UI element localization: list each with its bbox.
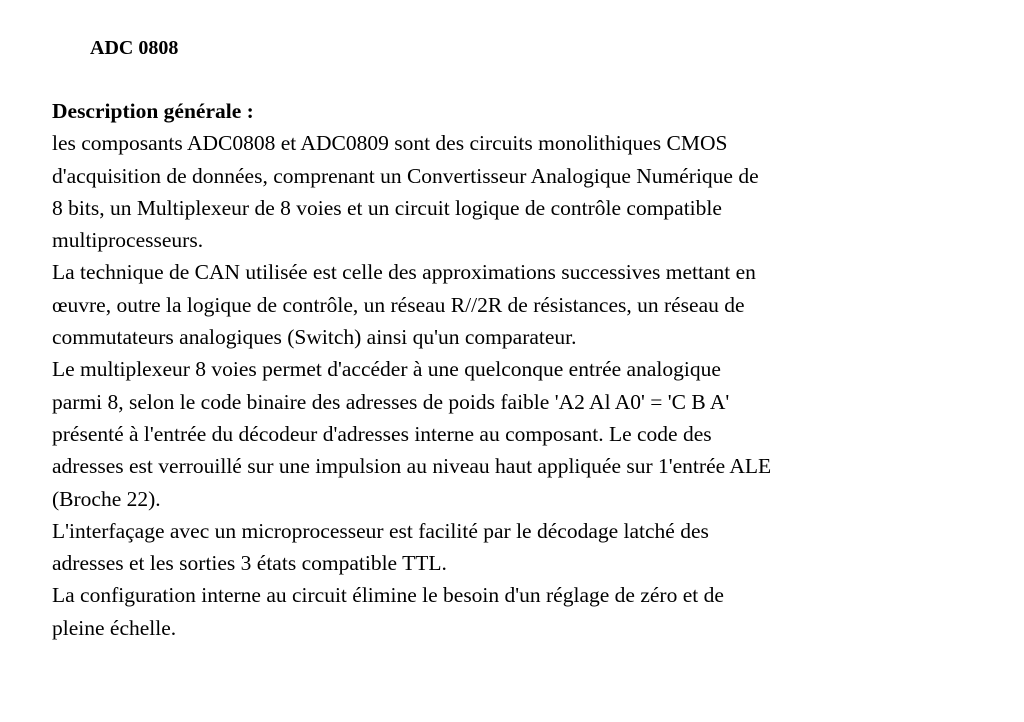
document-body (52, 95, 992, 644)
text-line-3: 8 bits, un Multiplexeur de 8 voies et un circuit logique de contrôle compatible (52, 195, 722, 220)
text-line-10: présenté à l'entrée du décodeur d'adresses interne au composant. Le code des (52, 421, 712, 446)
text-line-15: La configuration interne au circuit élimine le besoin d'un réglage de zéro et de (52, 583, 724, 608)
text-line-13: L'interfaçage avec un microprocesseur est facilité par le décodage latché des (52, 518, 709, 543)
text-line-5: La technique de CAN utilisée est celle des approximations successives mettant en (52, 260, 756, 285)
text-line-2: d'acquisition de données, comprenant un Convertisseur Analogique Numérique de (52, 163, 759, 188)
text-line-1: les composants ADC0808 et ADC0809 sont des circuits monolithiques CMOS (52, 131, 728, 156)
text-line-16: pleine échelle. (52, 615, 177, 640)
text-line-8: Le multiplexeur 8 voies permet d'accéder à une quelconque entrée analogique (52, 357, 721, 382)
text-line-12: (Broche 22). (52, 486, 161, 511)
text-line-6: œuvre, outre la logique de contrôle, un réseau R//2R de résistances, un réseau de (52, 292, 745, 317)
text-line-9: parmi 8, selon le code binaire des adresses de poids faible 'A2 Al A0' = 'C B A' (52, 389, 730, 414)
text-line-4: multiprocesseurs. (52, 228, 204, 253)
document-title: ADC 0808 (90, 37, 179, 59)
text-line-11: adresses est verrouillé sur une impulsion au niveau haut appliquée sur 1'entrée ALE (52, 454, 772, 479)
section-heading: Description générale : (52, 99, 254, 123)
text-line-14: adresses et les sorties 3 états compatible TTL. (52, 551, 447, 576)
text-line-7: commutateurs analogiques (Switch) ainsi qu'un comparateur. (52, 325, 577, 350)
